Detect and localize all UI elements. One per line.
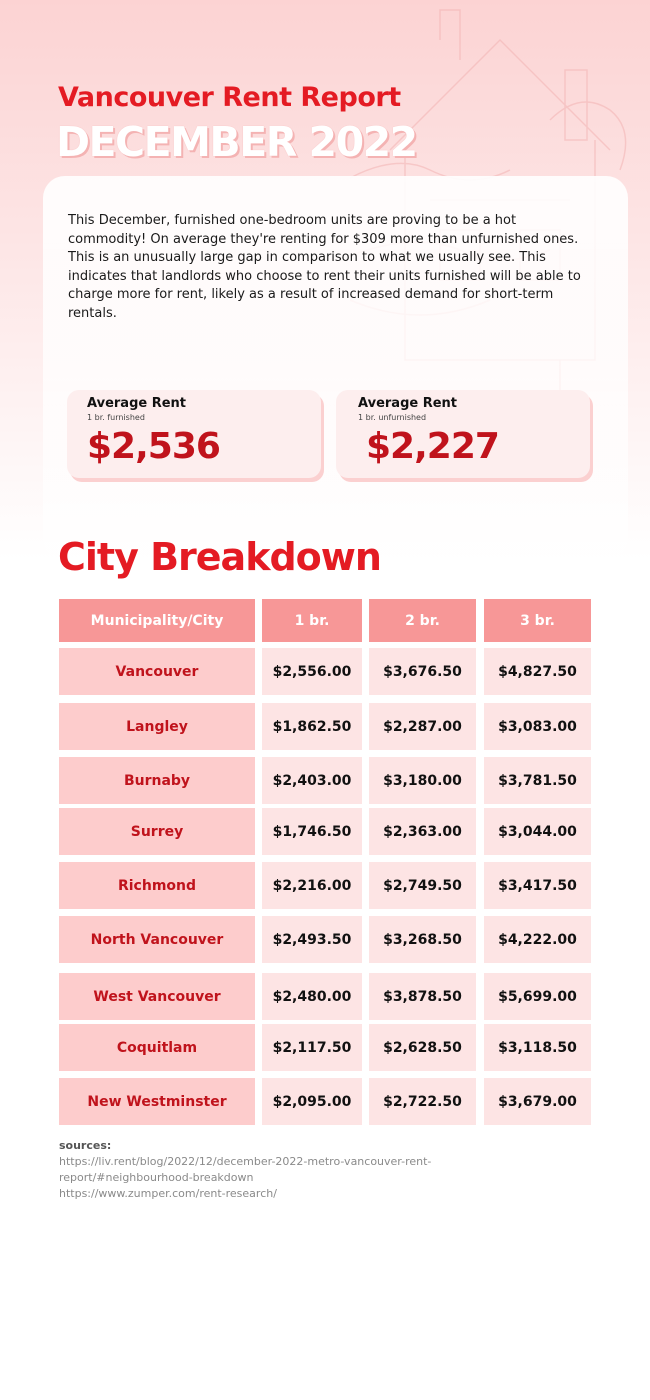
table-header-cell: 3 br.: [484, 599, 591, 642]
rent-value-cell: $1,862.50: [262, 703, 362, 750]
stat-sublabel: 1 br. unfurnished: [358, 413, 427, 422]
rent-value-cell: $2,095.00: [262, 1078, 362, 1125]
stat-card-unfurnished: [336, 390, 590, 478]
rent-value-cell: $3,878.50: [369, 973, 476, 1020]
rent-value-cell: $2,216.00: [262, 862, 362, 909]
municipality-cell: Vancouver: [59, 648, 255, 695]
sources-title: sources:: [59, 1139, 112, 1152]
intro-paragraph: This December, furnished one-bedroom units are proving to be a hot commodity! On average they're renting for $309 more than unfurnished ones. This is an unusually large gap in comparison to what we usually see. This indicates that landlords who choose to rent their units furnished will be able to charge more for rent, likely as a result of increased demand for short-term rentals.: [68, 213, 581, 321]
rent-value-cell: $3,083.00: [484, 703, 591, 750]
rent-value-cell: $5,699.00: [484, 973, 591, 1020]
municipality-cell: New Westminster: [59, 1078, 255, 1125]
stat-card-furnished: [67, 390, 321, 478]
municipality-cell: Coquitlam: [59, 1024, 255, 1071]
stat-label: Average Rent: [358, 396, 458, 411]
municipality-cell: Burnaby: [59, 757, 255, 804]
municipality-cell: Surrey: [59, 808, 255, 855]
stat-label: Average Rent: [87, 396, 187, 411]
rent-value-cell: $1,746.50: [262, 808, 362, 855]
rent-value-cell: $4,827.50: [484, 648, 591, 695]
rent-value-cell: $2,480.00: [262, 973, 362, 1020]
municipality-cell: North Vancouver: [59, 916, 255, 963]
rent-value-cell: $3,180.00: [369, 757, 476, 804]
table-header-cell: 1 br.: [262, 599, 362, 642]
source-line: report/#neighbourhood-breakdown: [59, 1171, 254, 1184]
rent-value-cell: $4,222.00: [484, 916, 591, 963]
source-line: https://liv.rent/blog/2022/12/december-2022-metro-vancouver-rent-: [59, 1155, 432, 1168]
municipality-cell: Langley: [59, 703, 255, 750]
report-title: Vancouver Rent Report: [58, 82, 401, 113]
rent-value-cell: $3,676.50: [369, 648, 476, 695]
stat-value: $2,227: [366, 426, 499, 467]
rent-value-cell: $3,118.50: [484, 1024, 591, 1071]
rent-value-cell: $2,493.50: [262, 916, 362, 963]
rent-value-cell: $3,781.50: [484, 757, 591, 804]
rent-value-cell: $3,044.00: [484, 808, 591, 855]
rent-value-cell: $3,417.50: [484, 862, 591, 909]
sources: [59, 1138, 479, 1202]
stat-value: $2,536: [87, 426, 220, 467]
rent-value-cell: $2,117.50: [262, 1024, 362, 1071]
rent-value-cell: $2,722.50: [369, 1078, 476, 1125]
rent-value-cell: $3,268.50: [369, 916, 476, 963]
municipality-cell: West Vancouver: [59, 973, 255, 1020]
report-month: DECEMBER 2022: [56, 118, 417, 166]
rent-value-cell: $2,556.00: [262, 648, 362, 695]
section-title: City Breakdown: [58, 535, 381, 579]
table-header-cell: 2 br.: [369, 599, 476, 642]
stat-sublabel: 1 br. furnished: [87, 413, 145, 422]
rent-value-cell: $2,749.50: [369, 862, 476, 909]
rent-value-cell: $3,679.00: [484, 1078, 591, 1125]
rent-value-cell: $2,363.00: [369, 808, 476, 855]
rent-value-cell: $2,403.00: [262, 757, 362, 804]
rent-value-cell: $2,628.50: [369, 1024, 476, 1071]
table-header-cell: Municipality/City: [59, 599, 255, 642]
rent-value-cell: $2,287.00: [369, 703, 476, 750]
municipality-cell: Richmond: [59, 862, 255, 909]
source-line: https://www.zumper.com/rent-research/: [59, 1187, 277, 1200]
